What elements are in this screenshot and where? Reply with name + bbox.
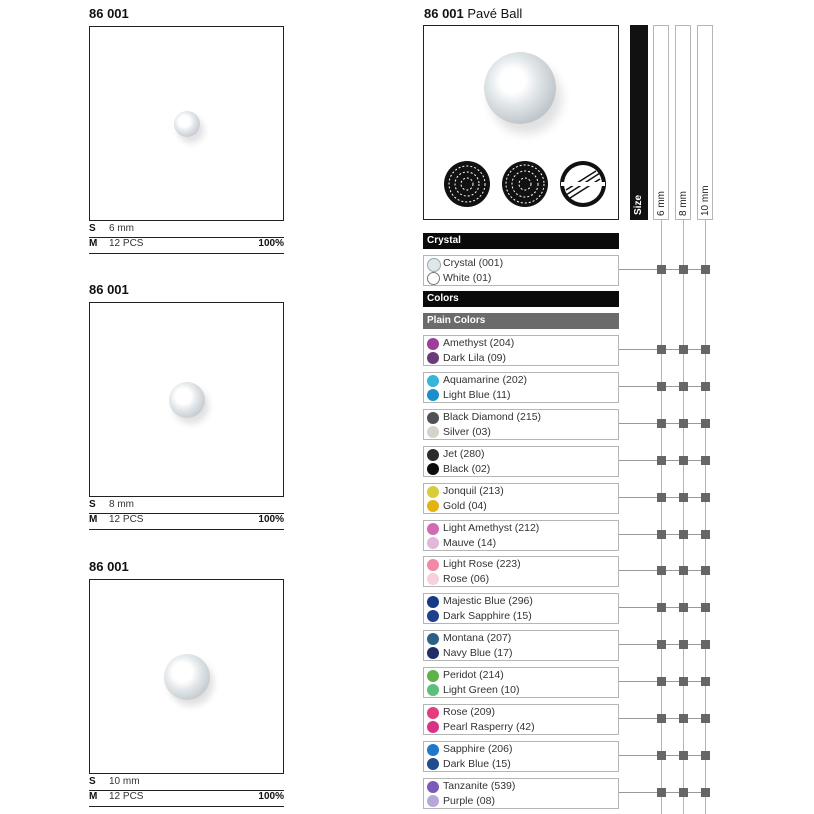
availability-marker-10mm (701, 530, 710, 539)
swatch-dot (427, 684, 439, 696)
color-row (423, 409, 619, 440)
swatch-dot (427, 633, 439, 645)
qty-value: 12 PCS (109, 514, 144, 525)
availability-marker-10mm (701, 493, 710, 502)
swatch-dot (427, 610, 439, 622)
variant-code: 86 001 (89, 559, 129, 574)
color-name-primary: Jet (280) (443, 448, 485, 460)
qty-line (89, 238, 143, 249)
color-name-primary: Aquamarine (202) (443, 374, 528, 386)
swatch-dot (427, 449, 439, 461)
availability-marker-6mm (657, 493, 666, 502)
qty-key: M (89, 791, 98, 802)
size-value: 8 mm (109, 499, 134, 510)
crystal-row (423, 255, 619, 286)
pave-ball-image (164, 654, 210, 700)
swatch-dot (427, 258, 441, 272)
qty-line (89, 791, 143, 802)
swatch-dot (427, 352, 439, 364)
swatch-dot (427, 412, 439, 424)
size-header-column (630, 25, 648, 220)
availability-marker-8mm (679, 265, 688, 274)
diagram-top-view (444, 161, 490, 207)
color-row (423, 483, 619, 514)
divider (89, 529, 284, 530)
qty-key: M (89, 514, 98, 525)
qty-value: 12 PCS (109, 791, 144, 802)
section-crystal: Crystal (423, 233, 619, 249)
size-key: S (89, 776, 96, 787)
swatch-dot (427, 647, 439, 659)
variant-code: 86 001 (89, 282, 129, 297)
pave-ball-image (174, 111, 200, 137)
color-row (423, 593, 619, 624)
size-column-8mm (675, 25, 691, 220)
variant-image (89, 26, 284, 221)
availability-marker-6mm (657, 751, 666, 760)
color-name-secondary: Light Blue (11) (443, 389, 511, 401)
ball-diagrams (441, 160, 611, 212)
size-line (89, 499, 134, 510)
swatch-dot (427, 426, 439, 438)
color-name-primary: Light Rose (223) (443, 558, 521, 570)
availability-marker-10mm (701, 677, 710, 686)
color-name-secondary: Rose (06) (443, 573, 490, 585)
color-name-primary: Montana (207) (443, 632, 512, 644)
swatch-dot (427, 707, 439, 719)
availability-marker-8mm (679, 640, 688, 649)
availability-marker-6mm (657, 265, 666, 274)
availability-marker-8mm (679, 714, 688, 723)
color-name-primary: Amethyst (204) (443, 337, 515, 349)
availability-marker-6mm (657, 345, 666, 354)
percentage: 100% (258, 238, 284, 249)
swatch-dot (427, 573, 439, 585)
variant-image (89, 579, 284, 774)
availability-marker-8mm (679, 530, 688, 539)
availability-marker-8mm (679, 456, 688, 465)
availability-marker-6mm (657, 788, 666, 797)
color-name-secondary: Silver (03) (443, 426, 491, 438)
color-row (423, 741, 619, 772)
color-name-secondary: Navy Blue (17) (443, 647, 513, 659)
qty-line (89, 514, 143, 525)
color-name-secondary: Pearl Rasperry (42) (443, 721, 535, 733)
diagram-side-view (502, 161, 548, 207)
color-name-secondary: Gold (04) (443, 500, 487, 512)
pave-ball-image (484, 52, 556, 124)
variant-image (89, 302, 284, 497)
size-line (89, 223, 134, 234)
availability-marker-8mm (679, 419, 688, 428)
color-name-primary: Rose (209) (443, 706, 495, 718)
availability-marker-10mm (701, 265, 710, 274)
availability-marker-6mm (657, 640, 666, 649)
availability-marker-10mm (701, 751, 710, 760)
color-row (423, 446, 619, 477)
availability-marker-6mm (657, 677, 666, 686)
swatch-dot (427, 463, 439, 475)
color-row (423, 704, 619, 735)
availability-marker-10mm (701, 382, 710, 391)
availability-marker-6mm (657, 603, 666, 612)
color-name-secondary: Light Green (10) (443, 684, 520, 696)
color-name-primary: Majestic Blue (296) (443, 595, 533, 607)
size-key: S (89, 223, 96, 234)
color-row (423, 520, 619, 551)
availability-marker-8mm (679, 382, 688, 391)
variant-code: 86 001 (89, 6, 129, 21)
availability-marker-10mm (701, 345, 710, 354)
divider (89, 806, 284, 807)
color-name-secondary: Dark Sapphire (15) (443, 610, 532, 622)
swatch-dot (427, 338, 439, 350)
availability-marker-6mm (657, 456, 666, 465)
color-name-primary: Crystal (001) (443, 257, 504, 269)
size-column-6mm (653, 25, 669, 220)
color-name-secondary: Black (02) (443, 463, 491, 475)
swatch-dot (427, 758, 439, 770)
size-label-8mm: 8 mm (678, 191, 689, 216)
size-grid-line-6mm (661, 220, 662, 814)
divider (89, 253, 284, 254)
availability-marker-8mm (679, 751, 688, 760)
size-label-10mm: 10 mm (700, 185, 711, 216)
size-header-label: Size (633, 194, 644, 215)
color-name-primary: Tanzanite (539) (443, 780, 516, 792)
swatch-dot (427, 721, 439, 733)
color-name-primary: Black Diamond (215) (443, 411, 542, 423)
availability-marker-8mm (679, 566, 688, 575)
swatch-dot (427, 500, 439, 512)
size-value: 10 mm (109, 776, 140, 787)
size-column-10mm (697, 25, 713, 220)
swatch-dot (427, 781, 439, 793)
swatch-dot (427, 795, 439, 807)
availability-marker-8mm (679, 677, 688, 686)
size-label-6mm: 6 mm (656, 191, 667, 216)
availability-marker-8mm (679, 603, 688, 612)
color-name-primary: Peridot (214) (443, 669, 504, 681)
main-title (424, 6, 522, 21)
size-value: 6 mm (109, 223, 134, 234)
swatch-dot (427, 537, 439, 549)
color-row (423, 778, 619, 809)
section-colors: Colors (423, 291, 619, 307)
availability-marker-6mm (657, 566, 666, 575)
color-name-secondary: Mauve (14) (443, 537, 497, 549)
diagram-cross-section (560, 161, 606, 207)
color-name-primary: Light Amethyst (212) (443, 522, 540, 534)
size-line (89, 776, 140, 787)
availability-marker-10mm (701, 603, 710, 612)
swatch-dot (427, 523, 439, 535)
pave-ball-image (169, 382, 205, 418)
swatch-dot (427, 486, 439, 498)
availability-marker-10mm (701, 456, 710, 465)
size-grid-line-10mm (705, 220, 706, 814)
qty-value: 12 PCS (109, 238, 144, 249)
color-name-secondary: Dark Blue (15) (443, 758, 511, 770)
availability-marker-10mm (701, 640, 710, 649)
color-name-primary: Sapphire (206) (443, 743, 513, 755)
availability-marker-6mm (657, 419, 666, 428)
swatch-dot (427, 375, 439, 387)
size-key: S (89, 499, 96, 510)
availability-marker-10mm (701, 419, 710, 428)
swatch-dot (427, 272, 440, 285)
main-name: Pavé Ball (467, 6, 523, 21)
swatch-dot (427, 559, 439, 571)
qty-key: M (89, 238, 98, 249)
percentage: 100% (258, 791, 284, 802)
availability-marker-10mm (701, 788, 710, 797)
percentage: 100% (258, 514, 284, 525)
availability-marker-10mm (701, 566, 710, 575)
color-row (423, 630, 619, 661)
swatch-dot (427, 596, 439, 608)
availability-marker-8mm (679, 493, 688, 502)
availability-marker-6mm (657, 382, 666, 391)
swatch-dot (427, 389, 439, 401)
availability-marker-10mm (701, 714, 710, 723)
color-row (423, 372, 619, 403)
color-name-primary: Jonquil (213) (443, 485, 504, 497)
size-grid-line-8mm (683, 220, 684, 814)
color-row (423, 667, 619, 698)
swatch-dot (427, 670, 439, 682)
section-plain-colors: Plain Colors (423, 313, 619, 329)
availability-marker-6mm (657, 714, 666, 723)
main-product-image (423, 25, 619, 220)
swatch-dot (427, 744, 439, 756)
availability-marker-8mm (679, 788, 688, 797)
color-row (423, 335, 619, 366)
color-name-secondary: Dark Lila (09) (443, 352, 507, 364)
main-code: 86 001 (424, 6, 464, 21)
availability-marker-6mm (657, 530, 666, 539)
color-name-secondary: White (01) (443, 272, 492, 284)
color-name-secondary: Purple (08) (443, 795, 495, 807)
color-row (423, 556, 619, 587)
availability-marker-8mm (679, 345, 688, 354)
